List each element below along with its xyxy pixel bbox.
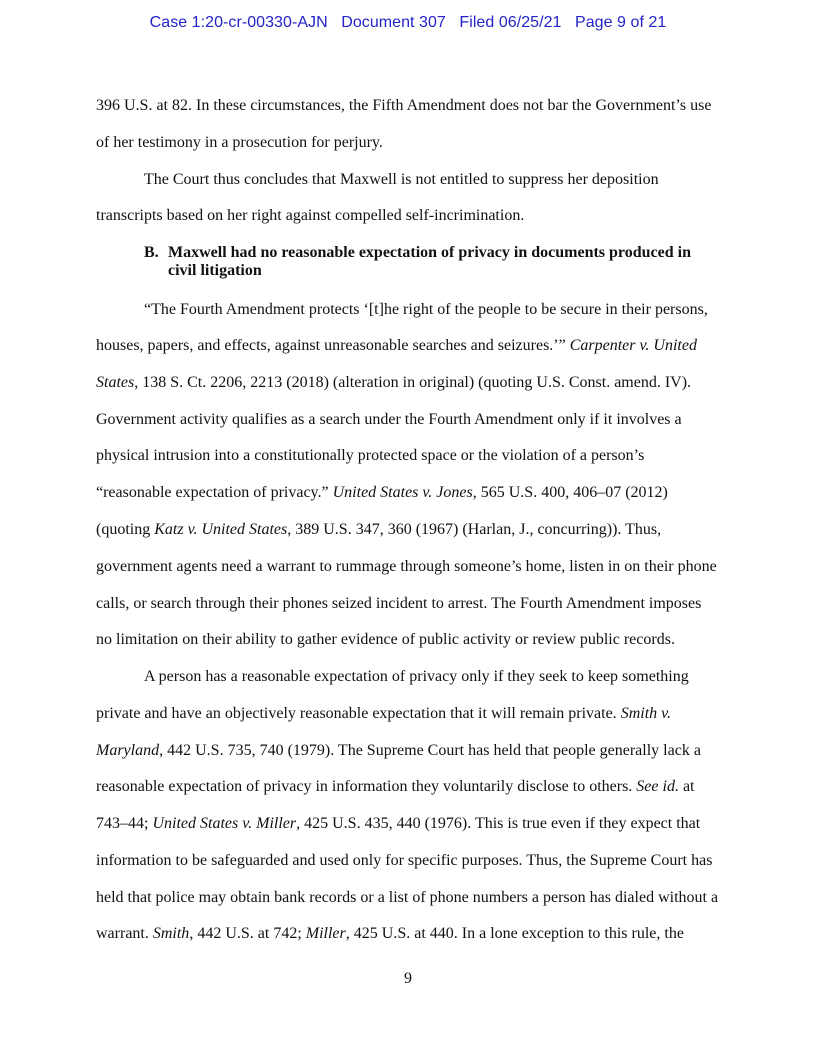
text-line: warrant. Smith, 442 U.S. at 742; Miller, 425 U.S. at 440. In a lone exception to this rule, the <box>96 925 684 942</box>
case-citation: States <box>96 374 135 391</box>
case-citation: Smith <box>152 925 190 942</box>
text-line: Maryland, 442 U.S. 735, 740 (1979). The Supreme Court has held that people generally lack a <box>96 742 701 759</box>
text-line: 396 U.S. at 82. In these circumstances, the Fifth Amendment does not bar the Government’s use <box>96 97 712 114</box>
filed-date: Filed 06/25/21 <box>459 14 562 31</box>
case-citation: Smith v. <box>620 705 672 722</box>
text-line: houses, papers, and effects, against unreasonable searches and seizures.’” Carpenter v. United <box>96 337 697 354</box>
text-line: private and have an objectively reasonable expectation that it will remain private. Smith v. <box>96 705 672 722</box>
section-heading: Maxwell had no reasonable expectation of privacy in documents produced in <box>168 244 691 261</box>
case-citation: United States v. Jones <box>332 484 473 501</box>
case-citation: Miller <box>305 925 346 942</box>
text-line: of her testimony in a prosecution for perjury. <box>96 134 383 151</box>
case-citation: United States v. Miller <box>152 815 297 832</box>
text-line: transcripts based on her right against compelled self-incrimination. <box>96 207 525 224</box>
text-line: The Court thus concludes that Maxwell is not entitled to suppress her deposition <box>144 171 659 188</box>
case-header <box>0 14 816 32</box>
section-heading-continued: civil litigation <box>168 262 262 279</box>
case-citation: Maryland <box>96 742 160 759</box>
text-line: physical intrusion into a constitutionally protected space or the violation of a person’s <box>96 447 645 464</box>
section-heading-label: B. <box>144 244 159 261</box>
text-line: no limitation on their ability to gather evidence of public activity or review public records. <box>96 631 675 648</box>
document-number: Document 307 <box>341 14 446 31</box>
text-line: 743–44; United States v. Miller, 425 U.S. 435, 440 (1976). This is true even if they expect that <box>96 815 701 832</box>
page-info: Page 9 of 21 <box>575 14 667 31</box>
text-line: “The Fourth Amendment protects ‘[t]he right of the people to be secure in their persons, <box>144 301 708 318</box>
text-line: government agents need a warrant to rummage through someone’s home, listen in on their phone <box>96 558 717 575</box>
text-line: A person has a reasonable expectation of privacy only if they seek to keep something <box>144 668 689 685</box>
text-line: calls, or search through their phones seized incident to arrest. The Fourth Amendment imposes <box>96 595 702 612</box>
text-line: reasonable expectation of privacy in information they voluntarily disclose to others. See id. at <box>96 778 695 795</box>
text-line: “reasonable expectation of privacy.” United States v. Jones, 565 U.S. 400, 406–07 (2012) <box>96 484 668 501</box>
text-line: Government activity qualifies as a search under the Fourth Amendment only if it involves a <box>96 411 682 428</box>
text-line: held that police may obtain bank records or a list of phone numbers a person has dialed without a <box>96 889 719 906</box>
citation-signal: See id. <box>636 778 679 795</box>
text-line: information to be safeguarded and used only for specific purposes. Thus, the Supreme Court has <box>96 852 713 869</box>
case-citation: Katz v. United States <box>154 521 288 538</box>
case-number: Case 1:20-cr-00330-AJN <box>149 14 328 31</box>
case-citation: Carpenter v. United <box>569 337 697 354</box>
text-line: States, 138 S. Ct. 2206, 2213 (2018) (alteration in original) (quoting U.S. Const. amend. IV). <box>96 374 692 391</box>
page-number: 9 <box>404 970 412 987</box>
text-line: (quoting Katz v. United States, 389 U.S. 347, 360 (1967) (Harlan, J., concurring)). Thus, <box>96 521 662 538</box>
